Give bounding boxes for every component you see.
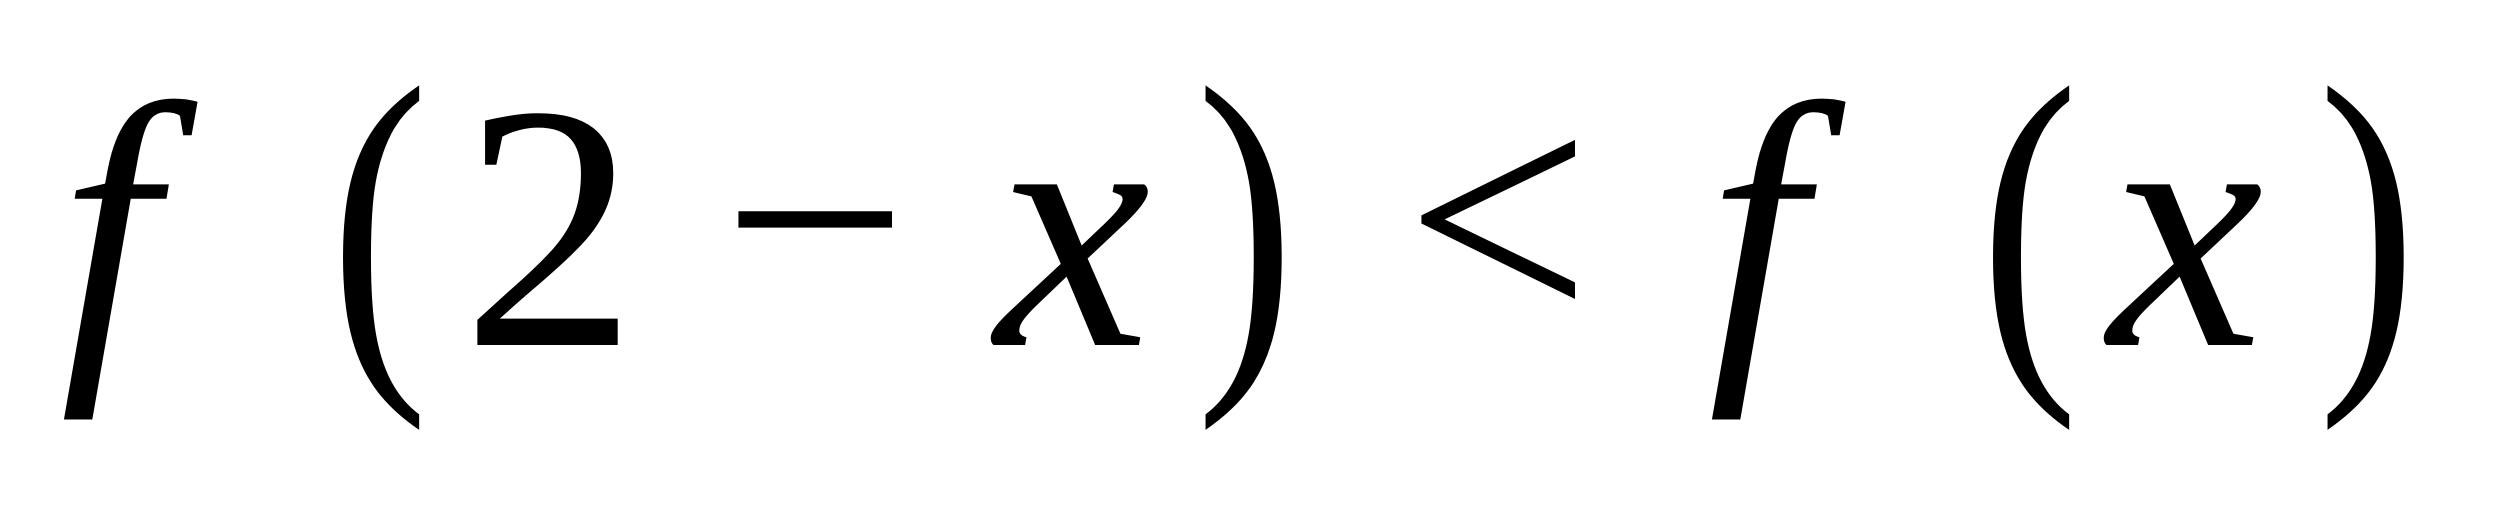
less-than-sign: < bbox=[1405, 36, 1592, 401]
function-symbol-right: f bbox=[1708, 33, 1806, 421]
close-parenthesis-left: ) bbox=[1196, 11, 1295, 432]
variable-x-left: x bbox=[995, 33, 1151, 421]
number-two: 2 bbox=[462, 33, 637, 421]
close-parenthesis-right: ) bbox=[2318, 11, 2417, 432]
variable-x-right: x bbox=[2108, 33, 2264, 421]
minus-sign: − bbox=[722, 36, 909, 401]
open-parenthesis-right: ( bbox=[1980, 11, 2079, 432]
open-parenthesis-left: ( bbox=[330, 11, 429, 432]
function-symbol-left: f bbox=[60, 33, 158, 421]
